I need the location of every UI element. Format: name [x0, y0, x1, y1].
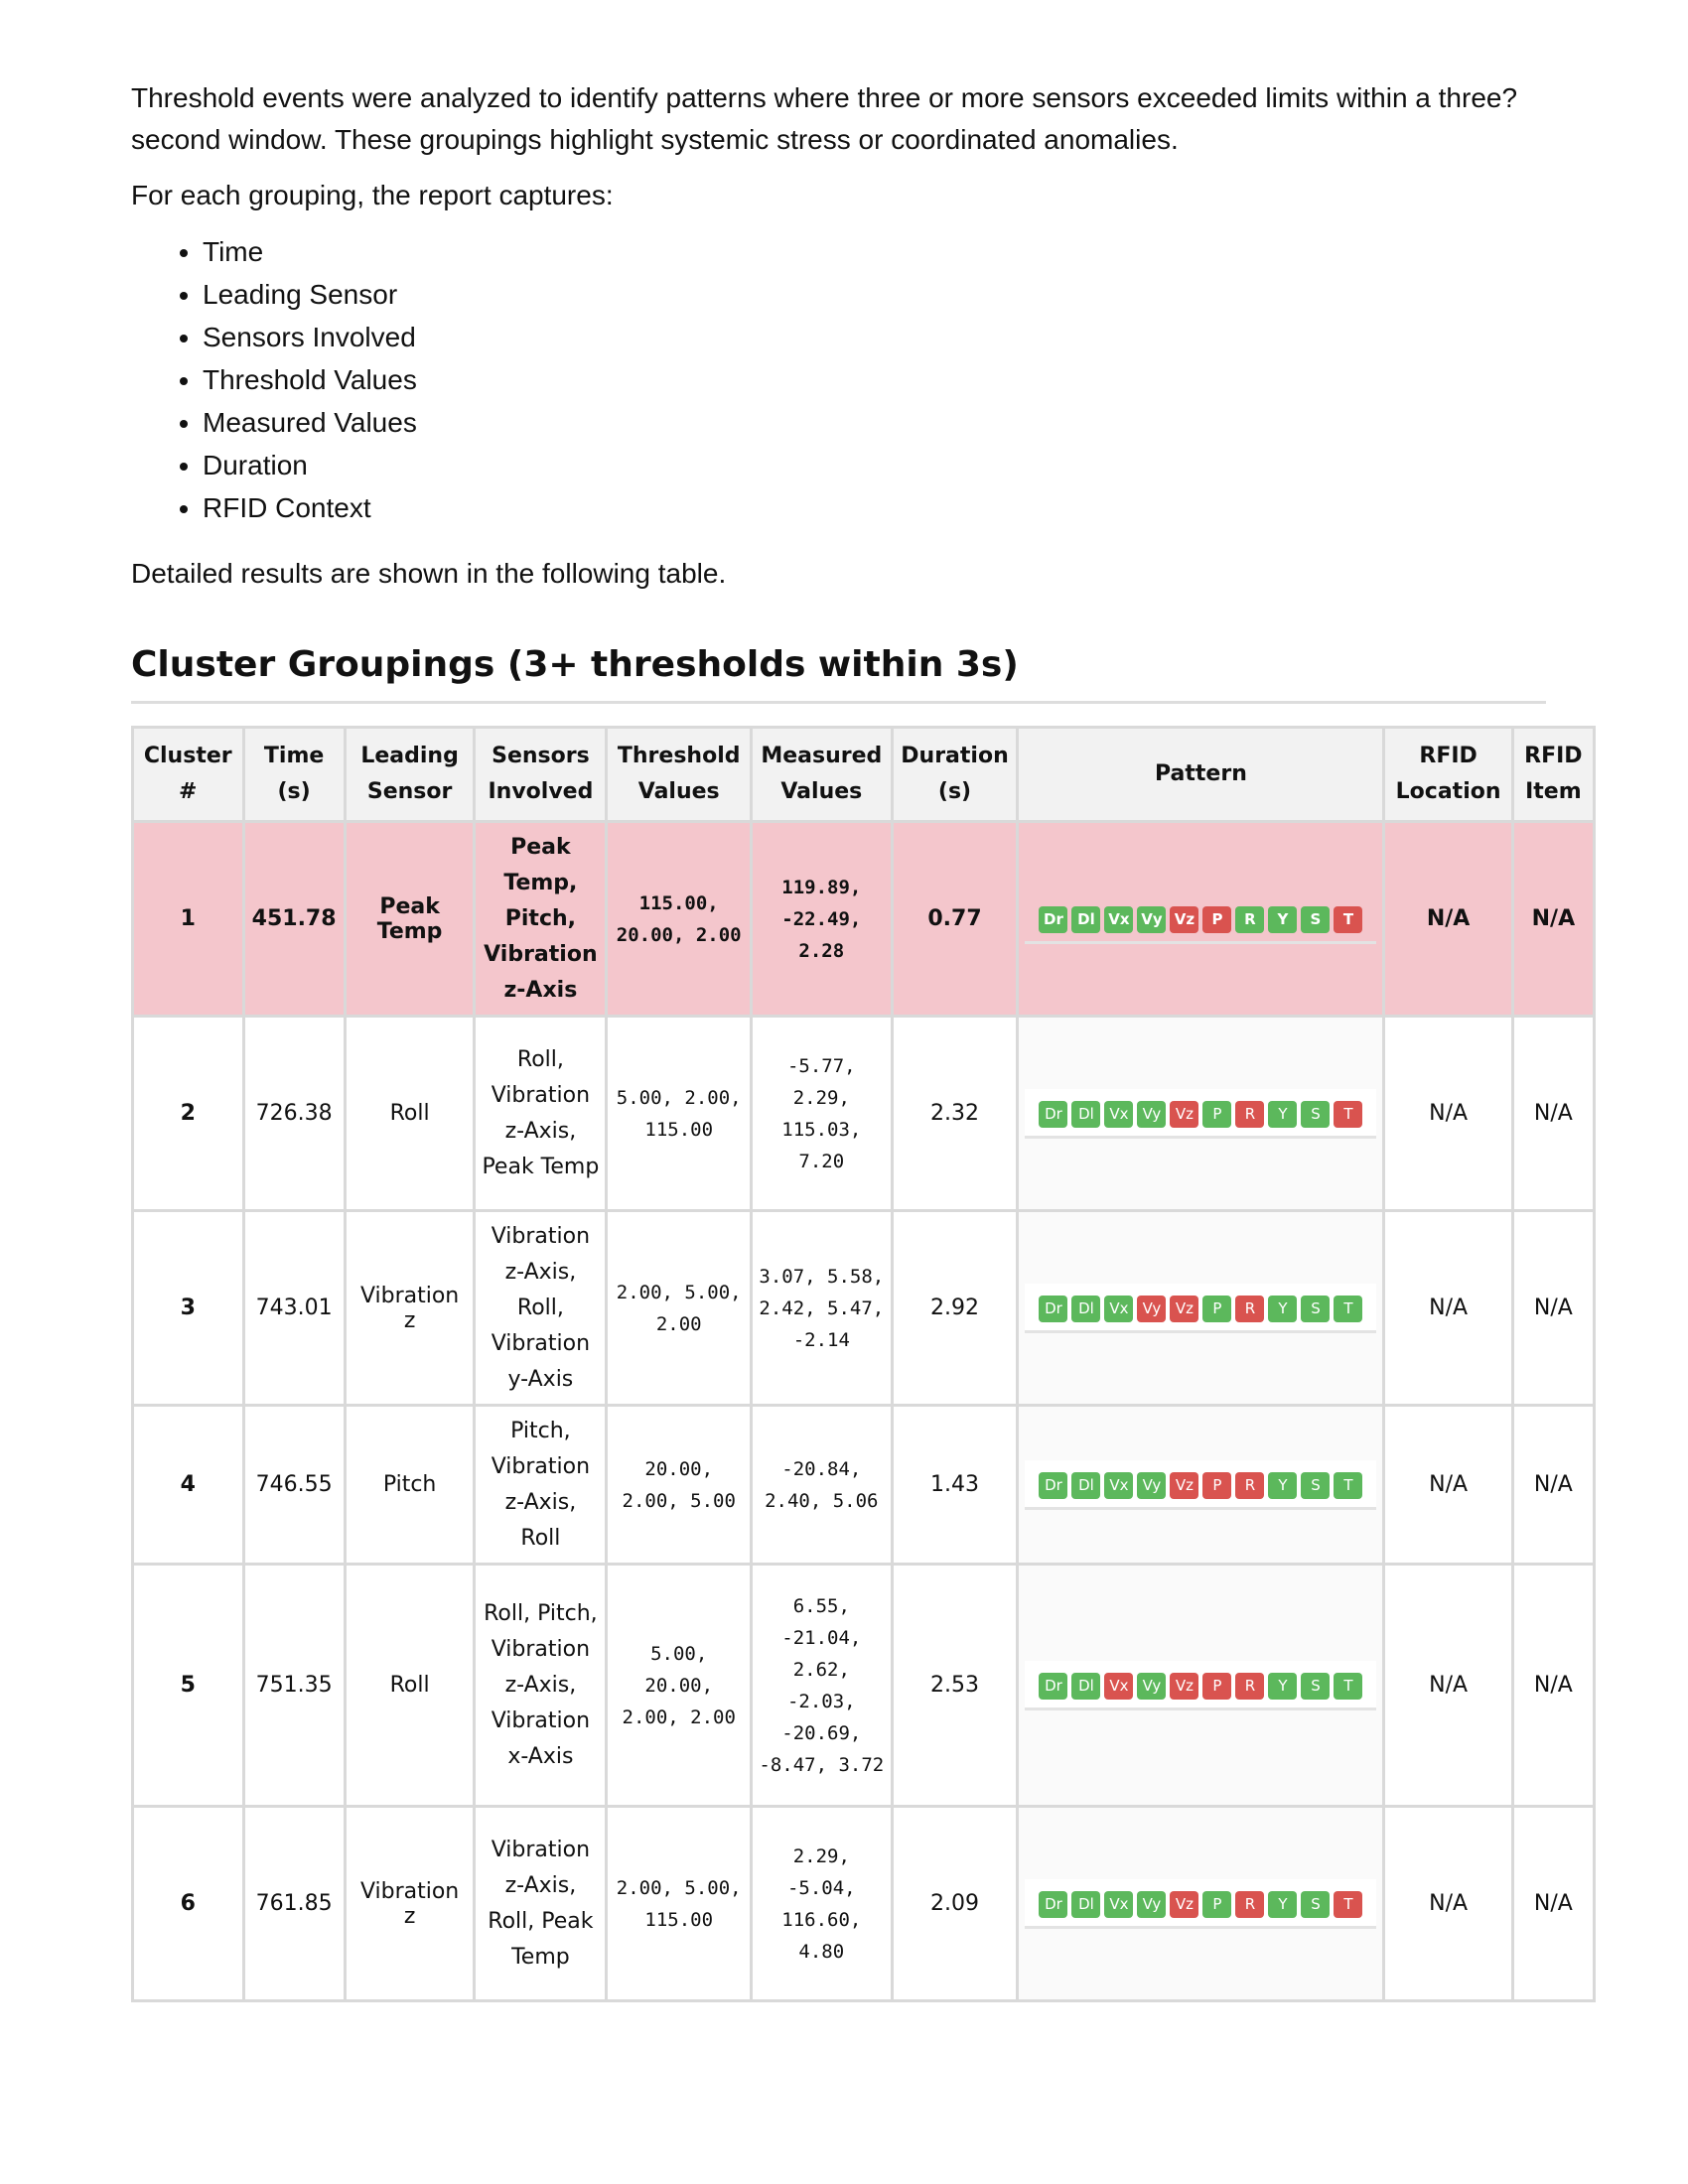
- rfid-item-cell: N/A: [1512, 1565, 1594, 1807]
- table-row: [133, 1565, 1595, 1807]
- pattern-cell: [1018, 1807, 1384, 2001]
- pattern-chip: R: [1235, 1891, 1264, 1918]
- duration-cell: 2.92: [892, 1211, 1018, 1406]
- pattern-chip: Dr: [1039, 1472, 1067, 1499]
- table-row: [133, 1807, 1595, 2001]
- cluster-number-cell: 3: [133, 1211, 244, 1406]
- measured-values-cell: 2.29, -5.04, 116.60, 4.80: [752, 1807, 893, 2001]
- intro-paragraph: Threshold events were analyzed to identify patterns where three or more sensors exceeded limits within a three? second window. These groupings highlight systemic stress or coordinated anomalies.: [131, 82, 1518, 155]
- pattern-chip: Vx: [1104, 906, 1133, 933]
- pattern-chip: Dl: [1071, 906, 1100, 933]
- pattern-chip: Vy: [1137, 1472, 1166, 1499]
- list-item: • Sensors Involved: [203, 316, 1551, 358]
- cluster-number-cell: 5: [133, 1565, 244, 1807]
- duration-cell: 2.09: [892, 1807, 1018, 2001]
- pattern-chip: Dl: [1071, 1101, 1100, 1128]
- pattern-chip: S: [1301, 1101, 1330, 1128]
- pattern-cell: [1018, 1406, 1384, 1565]
- pattern-chip: Vz: [1170, 1101, 1198, 1128]
- pattern-chip: Y: [1268, 1891, 1297, 1918]
- captures-list: [131, 230, 1551, 529]
- pattern-cell: [1018, 1211, 1384, 1406]
- duration-cell: 2.32: [892, 1017, 1018, 1211]
- table-row: [133, 822, 1595, 1017]
- cluster-table: [131, 726, 1596, 2002]
- header-sensors-involved: Sensors Involved: [475, 728, 607, 822]
- threshold-values-cell: 2.00, 5.00, 2.00: [607, 1211, 752, 1406]
- header-cluster: Cluster #: [133, 728, 244, 822]
- pattern-chip: R: [1235, 1101, 1264, 1128]
- pattern-chip: Vz: [1170, 1296, 1198, 1322]
- header-time: Time (s): [243, 728, 345, 822]
- threshold-values-cell: 2.00, 5.00, 115.00: [607, 1807, 752, 2001]
- threshold-values-cell: 5.00, 20.00, 2.00, 2.00: [607, 1565, 752, 1807]
- threshold-values-cell: 20.00, 2.00, 5.00: [607, 1406, 752, 1565]
- header-pattern: Pattern: [1018, 728, 1384, 822]
- pattern-chip: P: [1202, 906, 1231, 933]
- pattern-chip: R: [1235, 1673, 1264, 1700]
- pattern-chip: P: [1202, 1891, 1231, 1918]
- measured-values-cell: 6.55, -21.04, 2.62, -2.03, -20.69, -8.47, 3.72: [752, 1565, 893, 1807]
- pattern-chip: T: [1334, 1296, 1362, 1322]
- pattern-strip: [1025, 1089, 1376, 1139]
- pattern-chip: Y: [1268, 1673, 1297, 1700]
- header-duration: Duration (s): [892, 728, 1018, 822]
- sensors-involved-cell: Roll, Vibration z-Axis, Peak Temp: [475, 1017, 607, 1211]
- cluster-number-cell: 4: [133, 1406, 244, 1565]
- duration-cell: 1.43: [892, 1406, 1018, 1565]
- sensors-involved-cell: Roll, Pitch, Vibration z-Axis, Vibration x-Axis: [475, 1565, 607, 1807]
- pattern-chip: Vz: [1170, 906, 1198, 933]
- pattern-chip: S: [1301, 1296, 1330, 1322]
- captures-intro: For each grouping, the report captures:: [131, 180, 614, 210]
- list-item: • Threshold Values: [203, 358, 1551, 401]
- list-item: • Leading Sensor: [203, 273, 1551, 316]
- pattern-chip: Vx: [1104, 1472, 1133, 1499]
- list-item: • Time: [203, 230, 1551, 273]
- report-content: [131, 77, 1583, 2002]
- pattern-chip: R: [1235, 1472, 1264, 1499]
- time-cell: 726.38: [243, 1017, 345, 1211]
- leading-sensor-cell: Vibration z: [345, 1807, 475, 2001]
- header-measured-values: Measured Values: [752, 728, 893, 822]
- pattern-chip: Dl: [1071, 1891, 1100, 1918]
- pattern-chip: Y: [1268, 1101, 1297, 1128]
- pattern-chip: Vy: [1137, 1296, 1166, 1322]
- header-rfid-location: RFID Location: [1384, 728, 1512, 822]
- time-cell: 761.85: [243, 1807, 345, 2001]
- time-cell: 743.01: [243, 1211, 345, 1406]
- table-header-row: [133, 728, 1595, 822]
- rfid-location-cell: N/A: [1384, 1211, 1512, 1406]
- time-cell: 451.78: [243, 822, 345, 1017]
- measured-values-cell: -5.77, 2.29, 115.03, 7.20: [752, 1017, 893, 1211]
- rfid-location-cell: N/A: [1384, 822, 1512, 1017]
- measured-values-cell: -20.84, 2.40, 5.06: [752, 1406, 893, 1565]
- pattern-chip: Dl: [1071, 1296, 1100, 1322]
- leading-sensor-cell: Pitch: [345, 1406, 475, 1565]
- pattern-chip: Y: [1268, 1472, 1297, 1499]
- table-intro: Detailed results are shown in the following table.: [131, 558, 727, 589]
- pattern-strip: [1025, 894, 1376, 944]
- pattern-chip: R: [1235, 906, 1264, 933]
- pattern-chip: Vx: [1104, 1101, 1133, 1128]
- pattern-strip: [1025, 1460, 1376, 1510]
- duration-cell: 2.53: [892, 1565, 1018, 1807]
- pattern-chip: Vy: [1137, 1673, 1166, 1700]
- cluster-table-body: [133, 822, 1595, 2001]
- leading-sensor-cell: Vibration z: [345, 1211, 475, 1406]
- measured-values-cell: 119.89, -22.49, 2.28: [752, 822, 893, 1017]
- rfid-item-cell: N/A: [1512, 1017, 1594, 1211]
- pattern-chip: T: [1334, 1472, 1362, 1499]
- rfid-location-cell: N/A: [1384, 1406, 1512, 1565]
- pattern-cell: [1018, 822, 1384, 1017]
- list-item: • Duration: [203, 444, 1551, 486]
- threshold-values-cell: 5.00, 2.00, 115.00: [607, 1017, 752, 1211]
- pattern-chip: Vy: [1137, 1891, 1166, 1918]
- pattern-chip: Dr: [1039, 1673, 1067, 1700]
- pattern-cell: [1018, 1565, 1384, 1807]
- pattern-chip: S: [1301, 906, 1330, 933]
- rfid-item-cell: N/A: [1512, 1406, 1594, 1565]
- pattern-chip: P: [1202, 1296, 1231, 1322]
- pattern-strip: [1025, 1879, 1376, 1929]
- pattern-strip: [1025, 1284, 1376, 1333]
- leading-sensor-cell: Peak Temp: [345, 822, 475, 1017]
- duration-cell: 0.77: [892, 822, 1018, 1017]
- list-item: • Measured Values: [203, 401, 1551, 444]
- rfid-item-cell: N/A: [1512, 822, 1594, 1017]
- sensors-involved-cell: Pitch, Vibration z-Axis, Roll: [475, 1406, 607, 1565]
- pattern-chip: T: [1334, 906, 1362, 933]
- rfid-location-cell: N/A: [1384, 1807, 1512, 2001]
- threshold-values-cell: 115.00, 20.00, 2.00: [607, 822, 752, 1017]
- rfid-item-cell: N/A: [1512, 1211, 1594, 1406]
- measured-values-cell: 3.07, 5.58, 2.42, 5.47, -2.14: [752, 1211, 893, 1406]
- leading-sensor-cell: Roll: [345, 1565, 475, 1807]
- pattern-chip: S: [1301, 1891, 1330, 1918]
- pattern-chip: P: [1202, 1673, 1231, 1700]
- list-item: • RFID Context: [203, 486, 1551, 529]
- time-cell: 751.35: [243, 1565, 345, 1807]
- cluster-number-cell: 6: [133, 1807, 244, 2001]
- pattern-chip: Dl: [1071, 1472, 1100, 1499]
- pattern-chip: Y: [1268, 1296, 1297, 1322]
- pattern-chip: T: [1334, 1673, 1362, 1700]
- table-row: [133, 1406, 1595, 1565]
- pattern-chip: P: [1202, 1101, 1231, 1128]
- pattern-chip: Dr: [1039, 1891, 1067, 1918]
- pattern-chip: S: [1301, 1472, 1330, 1499]
- pattern-chip: Vy: [1137, 1101, 1166, 1128]
- pattern-chip: Dl: [1071, 1673, 1100, 1700]
- cluster-number-cell: 2: [133, 1017, 244, 1211]
- pattern-chip: Vy: [1137, 906, 1166, 933]
- pattern-chip: T: [1334, 1101, 1362, 1128]
- pattern-chip: T: [1334, 1891, 1362, 1918]
- pattern-chip: P: [1202, 1472, 1231, 1499]
- pattern-chip: Vx: [1104, 1296, 1133, 1322]
- table-row: [133, 1211, 1595, 1406]
- pattern-chip: S: [1301, 1673, 1330, 1700]
- time-cell: 746.55: [243, 1406, 345, 1565]
- pattern-strip: [1025, 1661, 1376, 1710]
- header-rfid-item: RFID Item: [1512, 728, 1594, 822]
- pattern-chip: Dr: [1039, 1296, 1067, 1322]
- sensors-involved-cell: Peak Temp, Pitch, Vibration z-Axis: [475, 822, 607, 1017]
- pattern-chip: Vz: [1170, 1891, 1198, 1918]
- header-leading-sensor: Leading Sensor: [345, 728, 475, 822]
- cluster-number-cell: 1: [133, 822, 244, 1017]
- rfid-item-cell: N/A: [1512, 1807, 1594, 2001]
- table-row: [133, 1017, 1595, 1211]
- section-title: Cluster Groupings (3+ thresholds within 3s): [131, 644, 1546, 704]
- rfid-location-cell: N/A: [1384, 1017, 1512, 1211]
- pattern-chip: Y: [1268, 906, 1297, 933]
- pattern-chip: Vz: [1170, 1673, 1198, 1700]
- pattern-chip: Dr: [1039, 1101, 1067, 1128]
- pattern-chip: Vx: [1104, 1891, 1133, 1918]
- pattern-chip: Vz: [1170, 1472, 1198, 1499]
- rfid-location-cell: N/A: [1384, 1565, 1512, 1807]
- pattern-chip: Vx: [1104, 1673, 1133, 1700]
- sensors-involved-cell: Vibration z-Axis, Roll, Peak Temp: [475, 1807, 607, 2001]
- pattern-cell: [1018, 1017, 1384, 1211]
- pattern-chip: R: [1235, 1296, 1264, 1322]
- leading-sensor-cell: Roll: [345, 1017, 475, 1211]
- sensors-involved-cell: Vibration z-Axis, Roll, Vibration y-Axis: [475, 1211, 607, 1406]
- pattern-chip: Dr: [1039, 906, 1067, 933]
- header-threshold-values: Threshold Values: [607, 728, 752, 822]
